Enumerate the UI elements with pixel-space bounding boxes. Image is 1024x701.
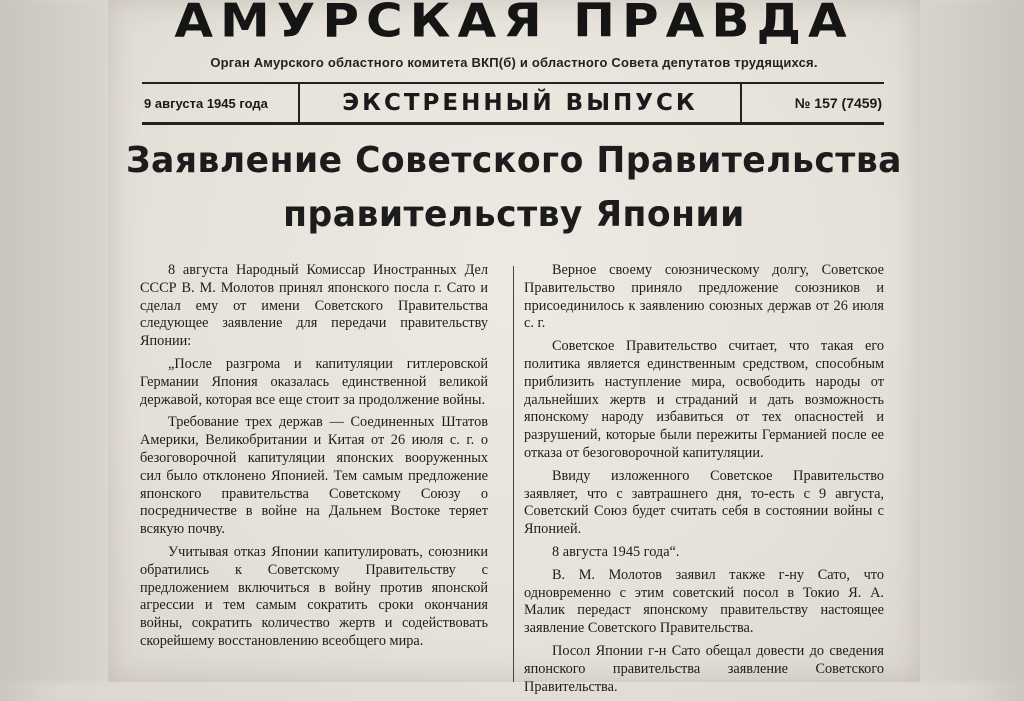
- article-column-right: [524, 262, 884, 701]
- issue-info-bar: [142, 82, 884, 125]
- background-right: [916, 0, 1024, 682]
- paragraph: 8 августа Народный Комиссар Иностранных Дел СССР В. М. Молотов принял японского посла г. Сато и сделал ему от имени Советского Правительства следующее заявление для передачи правительству Японии:: [140, 262, 488, 350]
- column-divider: [513, 266, 514, 682]
- paragraph: Посол Японии г-н Сато обещал довести до сведения японского правительства заявление Советского Правительства.: [524, 642, 884, 695]
- background-left: [0, 0, 108, 682]
- paragraph: Требование трех держав — Соединенных Штатов Америки, Великобритании и Китая от 26 июля с. г. о безоговорочной капитуляции японских вооруженных сил было отклонено Японией. Тем самым предложение японского правительства Советскому Союзу о посредничестве в войне на Дальнем Востоке теряет всякую почву.: [140, 414, 488, 538]
- masthead-title: АМУРСКАЯ ПРАВДА: [174, 0, 854, 48]
- paragraph: В. М. Молотов заявил также г-ну Сато, что одновременно с этим советский посол в Токио Я. А. Малик передаст японскому правительству настоящее заявление Советского Правительства.: [524, 566, 884, 637]
- issue-number: № 157 (7459): [794, 95, 882, 111]
- headline-line-2: правительству Японии: [283, 194, 745, 235]
- issue-date: 9 августа 1945 года: [144, 95, 268, 111]
- newspaper-page: [108, 0, 920, 695]
- paragraph: „После разгрома и капитуляции гитлеровской Германии Япония оказалась единственной великой державой, которая все еще стоит за продолжение войны.: [140, 355, 488, 408]
- paragraph: Советское Правительство считает, что такая его политика является единственным средством, способным приблизить наступление мира, освободить народы от дальнейших жертв и страданий и дать возможность японскому народу избавиться от тех опасностей и разрушений, которые были пережиты Германией после ее отказа от безоговорочной капитуляции.: [524, 338, 884, 461]
- paragraph: 8 августа 1945 года“.: [552, 543, 680, 560]
- paragraph: Учитывая отказ Японии капитулировать, союзники обратились к Советскому Правительству с предложением включиться в войну против японской агрессии и тем самым сократить сроки окончания войны, сократить количество жертв и содействовать скорейшему восстановлению всеобщего мира.: [140, 543, 488, 649]
- edition-label: ЭКСТРЕННЫЙ ВЫПУСК: [298, 84, 742, 122]
- headline-line-1: Заявление Советского Правительства: [126, 140, 902, 181]
- masthead-subtitle: Орган Амурского областного комитета ВКП(б) и областного Совета депутатов трудящихся.: [210, 55, 818, 70]
- article-column-left: [140, 262, 488, 656]
- article-headline: [124, 134, 904, 242]
- paragraph: Верное своему союзническому долгу, Советское Правительство приняло предложение союзников и присоединилось к заявлению союзных держав от 26 июля с. г.: [524, 262, 884, 332]
- paragraph: Ввиду изложенного Советское Правительство заявляет, что с завтрашнего дня, то-есть с 9 августа, Советский Союз будет считать себя в состоянии войны с Японией.: [524, 467, 884, 538]
